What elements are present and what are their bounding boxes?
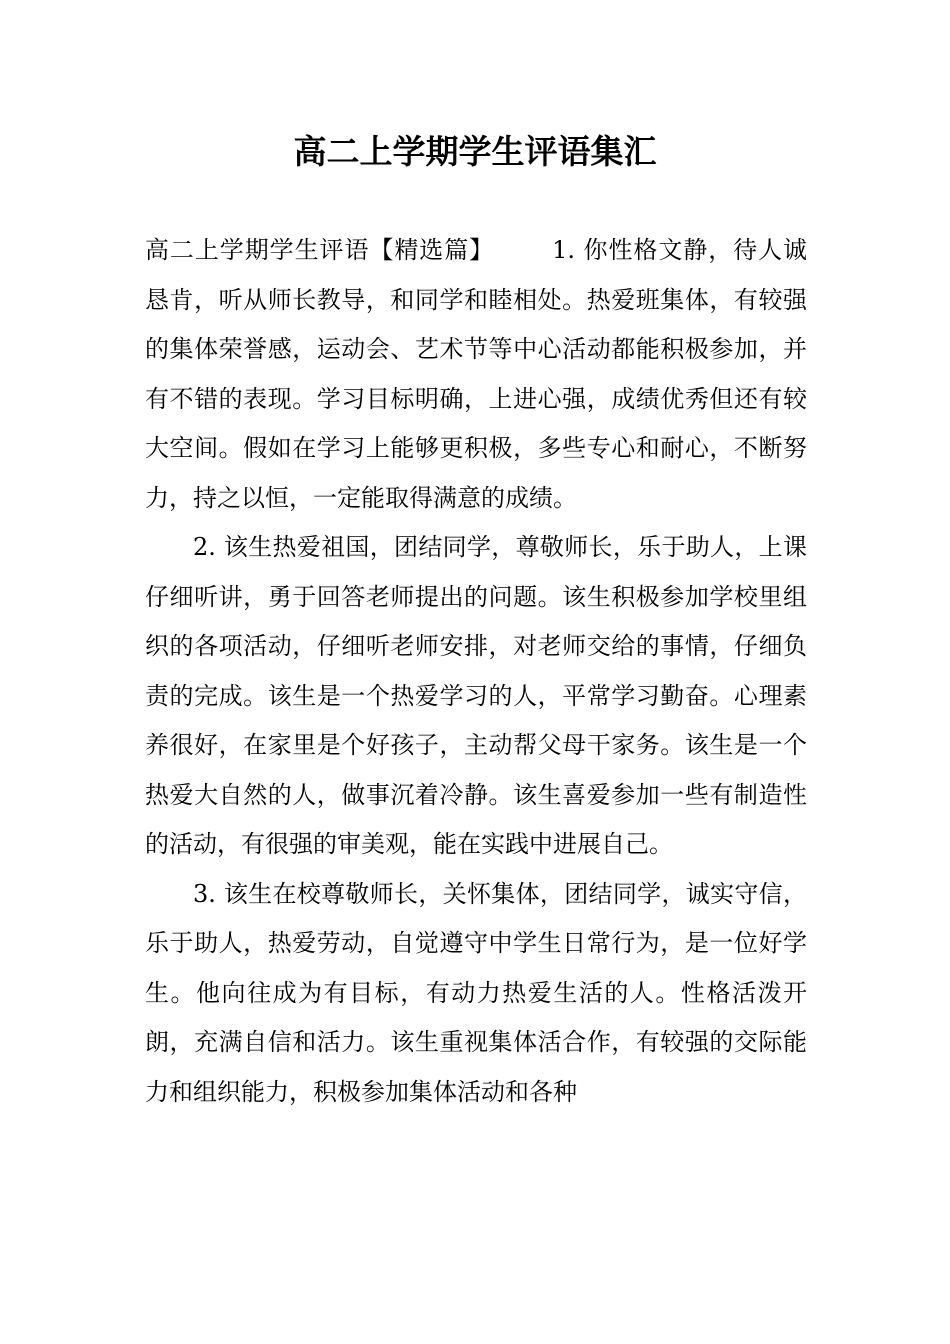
paragraph-1-text: 1. 你性格文静，待人诚恳肯，听从师长教导，和同学和睦相处。热爱班集体，有较强的集体荣誉感，运动会、艺术节等中心活动都能积极参加，并有不错的表现。学习目标明确，上进心强，成绩优秀但还有较大空间。假如在学习上能够更积极，多些专心和耐心，不断努力，持之以恒，一定能取得满意的成绩。 [145, 236, 808, 512]
document-title: 高二上学期学生评语集汇 [293, 132, 657, 171]
paragraph-1 [145, 226, 807, 523]
lead-label: 高二上学期学生评语【精选篇】 [145, 236, 495, 264]
document-body [145, 226, 807, 1117]
paragraph-3: 3. 该生在校尊敬师长，关怀集体，团结同学，诚实守信，乐于助人，热爱劳动，自觉遵守中学生日常行为，是一位好学生。他向往成为有目标，有动力热爱生活的人。性格活泼开朗，充满自信和活力。该生重视集体活合作，有较强的交际能力和组织能力，积极参加集体活动和各种 [145, 879, 807, 1106]
paragraph-2: 2. 该生热爱祖国，团结同学，尊敬师长，乐于助人，上课仔细听讲，勇于回答老师提出的问题。该生积极参加学校里组织的各项活动，仔细听老师安排，对老师交给的事情，仔细负责的完成。该生是一个热爱学习的人，平常学习勤奋。心理素养很好，在家里是个好孩子，主动帮父母干家务。该生是一个热爱大自然的人，做事沉着冷静。该生喜爱参加一些有制造性的活动，有很强的审美观，能在实践中进展自己。 [145, 533, 807, 858]
